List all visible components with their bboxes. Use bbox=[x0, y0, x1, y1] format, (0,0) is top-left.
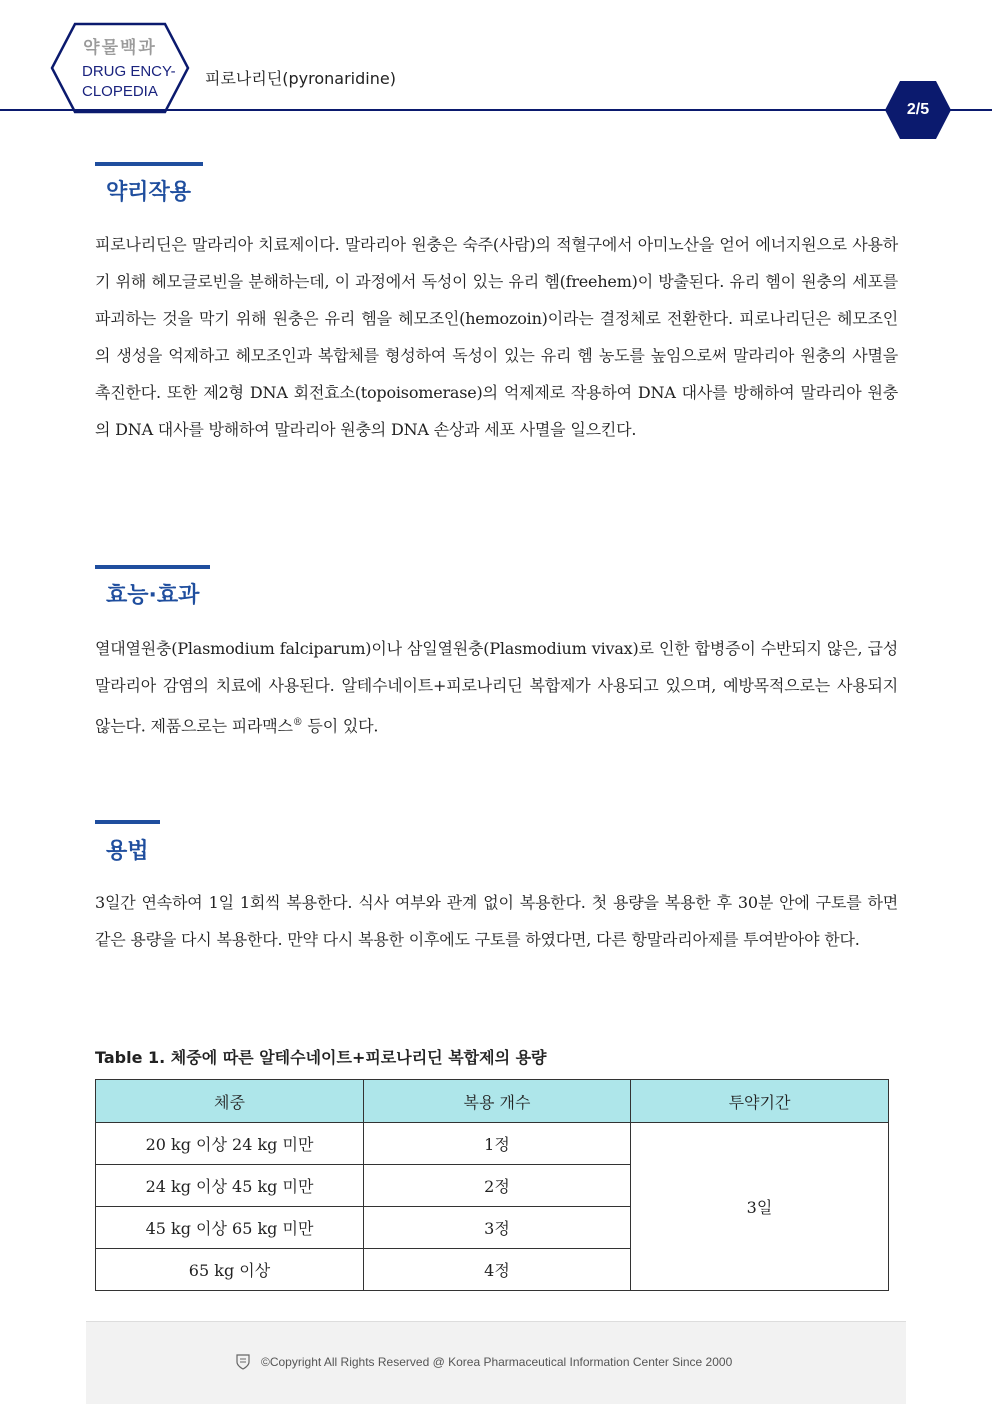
cell-weight: 45 kg 이상 65 kg 미만 bbox=[96, 1207, 364, 1249]
section-title-efficacy: 효능·효과 bbox=[106, 583, 200, 608]
header-duration: 투약기간 bbox=[631, 1080, 889, 1123]
efficacy-text-tail: 등이 있다. bbox=[302, 716, 379, 736]
table-header-row bbox=[96, 1080, 889, 1123]
shield-icon bbox=[236, 1354, 250, 1370]
section-title-dosage: 용법 bbox=[106, 839, 149, 864]
section-title-pharmacology: 약리작용 bbox=[106, 180, 192, 205]
logo bbox=[60, 40, 180, 102]
section-body-pharmacology: 피로나리딘은 말라리아 치료제이다. 말라리아 원충은 숙주(사람)의 적혈구에서 아미노산을 얻어 에너지원으로 사용하기 위해 헤모글로빈을 분해하는데, 이 과정에서 독성이 있는 유리 헴(freehem)이 방출된다. 유리 헴이 원충의 세포를 파괴하는 것을 막기 위해 원충은 유리 헴을 헤모조인(hemozoin)이라는 결정체로 전환한다. 피로나리딘은 헤모조인의 생성을 억제하고 헤모조인과 복합체를 형성하여 독성이 있는 유리 헴 농도를 높임으로써 말라리아 원충의 사멸을 촉진한다. 또한 제2형 DNA 회전효소(topoisomerase)의 억제제로 작용하여 DNA 대사를 방해하여 말라리아 원충의 DNA 대사를 방해하여 말라리아 원충의 DNA 손상과 세포 사멸을 일으킨다. bbox=[95, 235, 898, 439]
footer bbox=[86, 1321, 906, 1404]
cell-count: 3정 bbox=[364, 1207, 631, 1249]
dosage-table bbox=[95, 1079, 889, 1291]
header-weight: 체중 bbox=[96, 1080, 364, 1123]
section-bar-pharmacology bbox=[95, 162, 203, 166]
cell-count: 4정 bbox=[364, 1249, 631, 1291]
section-body-efficacy bbox=[95, 630, 898, 744]
section-bar-efficacy bbox=[95, 565, 210, 569]
cell-duration: 3일 bbox=[631, 1123, 889, 1291]
page-number: 2/5 bbox=[906, 101, 930, 118]
logo-english-line2: CLOPEDIA bbox=[82, 83, 158, 100]
section-bar-dosage bbox=[95, 820, 160, 824]
efficacy-text: 열대열원충(Plasmodium falciparum)이나 삼일열원충(Plasmodium vivax)로 인한 합병증이 수반되지 않은, 급성 말라리아 감염의 치료에 사용된다. 알테수네이트+피로나리딘 복합제가 사용되고 있으며, 예방목적으로는 사용되지 않는다. 제품으로는 피라맥스 bbox=[95, 639, 898, 736]
cell-count: 2정 bbox=[364, 1165, 631, 1207]
logo-english-line1: DRUG ENCY- bbox=[82, 63, 176, 80]
cell-weight: 20 kg 이상 24 kg 미만 bbox=[96, 1123, 364, 1165]
cell-weight: 24 kg 이상 45 kg 미만 bbox=[96, 1165, 364, 1207]
header-rule bbox=[0, 109, 992, 111]
cell-count: 1정 bbox=[364, 1123, 631, 1165]
logo-korean: 약물백과 bbox=[83, 38, 157, 58]
section-body-dosage: 3일간 연속하여 1일 1회씩 복용한다. 식사 여부와 관계 없이 복용한다. 첫 용량을 복용한 후 30분 안에 구토를 하면 같은 용량을 다시 복용한다. 만약 다시 복용한 이후에도 구토를 하였다면, 다른 항말라리아제를 투여받아야 한다. bbox=[95, 893, 899, 949]
header-count: 복용 개수 bbox=[364, 1080, 631, 1123]
registered-mark: ® bbox=[292, 717, 303, 728]
table-caption: Table 1. 체중에 따른 알테수네이트+피로나리딘 복합제의 용량 bbox=[95, 1048, 547, 1067]
copyright-text: ©Copyright All Rights Reserved @ Korea Pharmaceutical Information Center Since 2000 bbox=[261, 1355, 733, 1369]
document-title: 피로나리딘(pyronaridine) bbox=[205, 69, 396, 88]
table-row bbox=[96, 1123, 889, 1165]
cell-weight: 65 kg 이상 bbox=[96, 1249, 364, 1291]
